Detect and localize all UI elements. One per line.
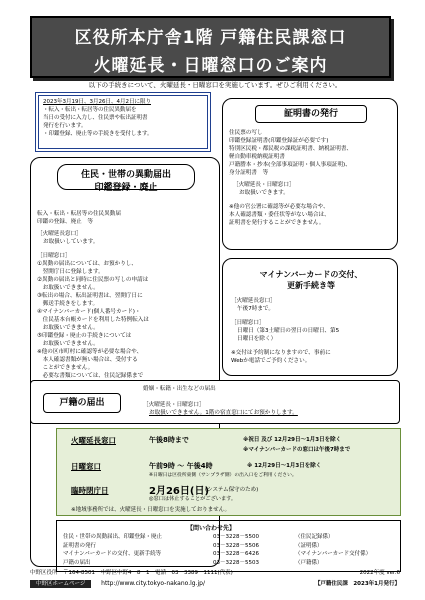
resident-title-line2: 印鑑登録・廃止 (94, 183, 158, 193)
contact-title: 【問い合わせ先】 (187, 525, 236, 532)
contact-item: マイナンバーカードの交付、更新手続等 (63, 551, 162, 557)
closed-note-1: (システム保守のため) (205, 487, 259, 493)
contact-list (63, 533, 397, 567)
header-line-1: 区役所本庁舎1階 戸籍住民課窓口 (74, 28, 347, 48)
mynumber-sun-body: 日曜日（第3土曜日の翌日の日曜日、第5 日曜日を除く） (237, 328, 340, 342)
mynumber-title-line2: 更新手続き等 (287, 281, 335, 290)
hours-bottom-note: ※地域事務所では、火曜延長・日曜窓口を実施しておりません。 (71, 507, 230, 513)
koseki-section (30, 380, 400, 424)
date-notice-line: ・印鑑登録、廃止等の手続きを受付します。 (43, 131, 153, 137)
tue-label: 火曜延長窓口 (71, 436, 116, 445)
contact-item: 戸籍の届出 (63, 559, 91, 566)
contact-row (63, 542, 397, 551)
contact-tel[interactable]: 03－3228－6426 (213, 551, 259, 557)
footer-version: 2022年度 ver.6 (359, 570, 400, 576)
hours-section (56, 428, 401, 516)
mynumber-section (222, 258, 398, 376)
date-notice-line: 発行を行います。 (43, 123, 87, 129)
contact-item: 証明書の発行 (63, 542, 97, 549)
tue-note-1: ※祝日 及び 12月29日～1月3日を除く (243, 437, 342, 443)
closed-date: 2月26日(日) (149, 486, 210, 497)
certificate-title: 証明書の発行 (255, 105, 367, 123)
contact-tel[interactable]: 03－3228－5500 (213, 534, 259, 540)
certificate-section (222, 98, 398, 250)
contact-item: 住民・世帯の異動届出、印鑑登録・廃止 (63, 534, 163, 540)
mynumber-title (233, 267, 389, 293)
koseki-window-body: お取扱いできません。1階の宿直窓口にてお預かりします。 (149, 410, 298, 416)
certificate-window-body: お取扱いできます。 (239, 190, 289, 196)
contact-section (56, 520, 401, 572)
resident-sun-title: ［日曜窓口］ (37, 253, 71, 259)
sun-time: 午前9時 ～ 午後4時 (149, 462, 213, 470)
resident-tue-title: ［火曜延長窓口］ (37, 231, 82, 237)
closed-note-2: ◎窓口は休止することがございます。 (149, 496, 237, 502)
footer-row-1 (30, 568, 400, 576)
homepage-link[interactable]: http://www.city.tokyo-nakano.lg.jp/ (101, 580, 205, 587)
mynumber-tue-body: 午後7時まで。 (237, 306, 275, 312)
contact-row (63, 550, 397, 559)
page-header (30, 16, 391, 78)
resident-title (57, 164, 195, 193)
certificate-window-title: ［火曜延長・日曜窓口］ (233, 182, 295, 188)
date-notice-line: ・転入・転出・転居等の住民異動届を (43, 107, 137, 113)
mynumber-title-line1: マイナンバーカードの交付、 (259, 270, 363, 279)
koseki-body: 婚姻・転籍・出生などの届出 (143, 386, 216, 392)
contact-dept: （住民記録係） (295, 534, 334, 540)
intro-text: 以下の手続きについて、火曜延長・日曜窓口を実施しています。ぜひご利用ください。 (88, 81, 342, 89)
koseki-window-title: ［火曜延長・日曜窓口］ (143, 402, 205, 408)
sun-note-1: ※ 12月29日～1月3日を除く (247, 463, 322, 469)
footer-row-2 (30, 579, 400, 587)
resident-sun-body: ①異動の届出については、お預かりし、 翌開庁日に登録します。 ②異動の届出と同時に住民票の写しの申請は お取扱いできません。 ③転出の場合、転出証明書は、翌開庁日に 郵送手続きをします。 ④マイナンバーカード(個人番号カード)・ 住民基本台帳カードを利用した特例転入は お取扱いできません。 ⑤印鑑登録・廃止の手続きについては お取扱いできません。 ※他の区市町村に確認等が必要な場合や、 本人確認書類が無い場合は、受付する ことができません。 必要な書類については、住民記録係まで (37, 261, 149, 379)
resident-title-line1: 住民・世帯の異動届出 (80, 170, 171, 180)
sun-label: 日曜窓口 (71, 462, 101, 471)
contact-row (63, 559, 397, 568)
certificate-note: ※他の官公署に確認等が必要な場合や、 本人確認書類・委任状等がない場合は、 証明書を発行することができません。 (229, 204, 330, 226)
resident-tue-body: お取扱いしています。 (43, 239, 99, 245)
contact-dept: （マイナンバーカード交付係） (295, 551, 372, 557)
koseki-title: 戸籍の届出 (43, 393, 121, 413)
closed-label: 臨時閉庁日 (71, 486, 109, 495)
sun-note-2: ※日曜日は区役所東側（サンプラザ側）の出入口をご利用ください。 (149, 473, 297, 478)
footer-issuer: 【戸籍住民課 2023年1月発行】 (314, 581, 400, 587)
contact-dept: （戸籍係） (295, 559, 323, 566)
date-notice-line: 当日の受付に入力し、住民票や転出証明書 (43, 115, 148, 121)
tue-note-2: ※マイナンバーカードの窓口は午後7時まで (243, 447, 351, 453)
mynumber-tue-title: ［火曜延長窓口］ (231, 298, 276, 304)
tue-time: 午後8時まで (149, 436, 189, 444)
contact-tel[interactable]: 03－3228－5503 (213, 559, 259, 566)
date-notice-dates: 2023年3月19日、3月26日、4月2日に限り (43, 99, 151, 105)
mynumber-sun-title: ［日曜窓口］ (231, 320, 265, 326)
contact-row (63, 533, 397, 542)
footer (30, 568, 400, 587)
footer-address: 中野区役所 〒164-8501 中野区中野4－8－1 電話 03－3389－1111(代表) (30, 570, 233, 576)
mynumber-note: ※交付は予約制になりますので、事前に Webか電話でご予約ください。 (231, 350, 331, 364)
contact-dept: （証明係） (295, 542, 323, 549)
date-notice (38, 95, 208, 149)
homepage-label: 中野区ホームページ (30, 580, 91, 588)
header-line-2: 火曜延長・日曜窓口のご案内 (93, 56, 328, 76)
resident-body: 転入・転出・転居等の住民異動届 印鑑の登録、廃止 等 (37, 211, 121, 225)
certificate-body: 住民票の写し 印鑑登録証明書(印鑑登録証が必要です) 特別区民税・都民税の課税証明書、納税証明書、 軽自動車税納税証明書 戸籍謄本・抄本(全部事項証明・個人事項証明)、 身分証明書 等 (229, 130, 353, 176)
contact-tel[interactable]: 03－3228－5506 (213, 542, 259, 549)
